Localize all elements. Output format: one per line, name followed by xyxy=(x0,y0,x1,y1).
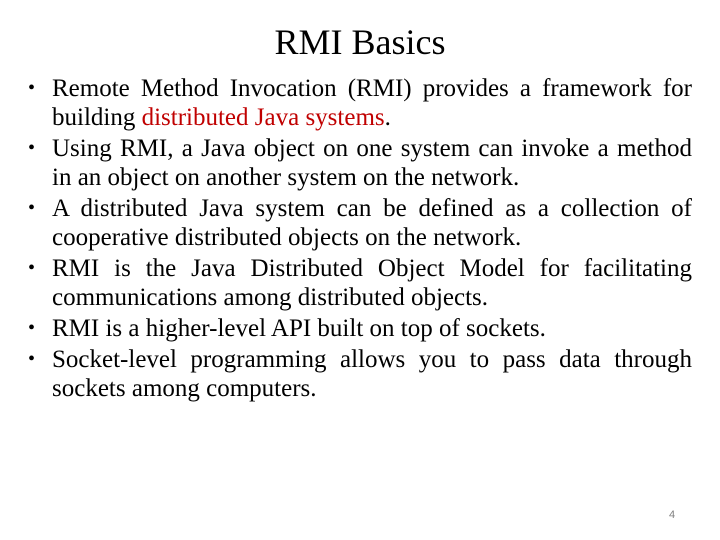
bullet-item-1 xyxy=(28,74,692,132)
page-number: 4 xyxy=(668,509,676,521)
bullet-text: RMI is a higher-level API built on top of sockets. xyxy=(52,315,546,342)
bullet-text: A distributed Java system can be defined as a collection of cooperative distributed objects on the network. xyxy=(52,195,692,251)
bullet-highlight: distributed Java systems xyxy=(141,104,385,131)
bullet-text-end: . xyxy=(384,104,391,131)
bullet-list xyxy=(28,74,692,405)
bullet-item-5 xyxy=(28,314,692,343)
bullet-dot-icon: • xyxy=(28,137,36,159)
bullet-text: Remote Method Invocation (RMI) provides a framework for building xyxy=(52,75,692,131)
bullet-item-2 xyxy=(28,134,692,192)
bullet-item-4 xyxy=(28,254,692,312)
bullet-dot-icon: • xyxy=(28,197,36,219)
bullet-dot-icon: • xyxy=(28,257,36,279)
bullet-text: RMI is the Java Distributed Object Model for facilitating communications among distributed objects. xyxy=(52,255,692,311)
bullet-dot-icon: • xyxy=(28,317,36,339)
slide-title: RMI Basics xyxy=(274,22,446,62)
bullet-dot-icon: • xyxy=(28,348,36,370)
bullet-item-6 xyxy=(28,345,692,403)
bullet-text: Socket-level programming allows you to pass data through sockets among computers. xyxy=(52,346,692,402)
bullet-text: Using RMI, a Java object on one system can invoke a method in an object on another system on the network. xyxy=(52,135,692,191)
bullet-dot-icon: • xyxy=(28,77,36,99)
bullet-item-3 xyxy=(28,194,692,252)
